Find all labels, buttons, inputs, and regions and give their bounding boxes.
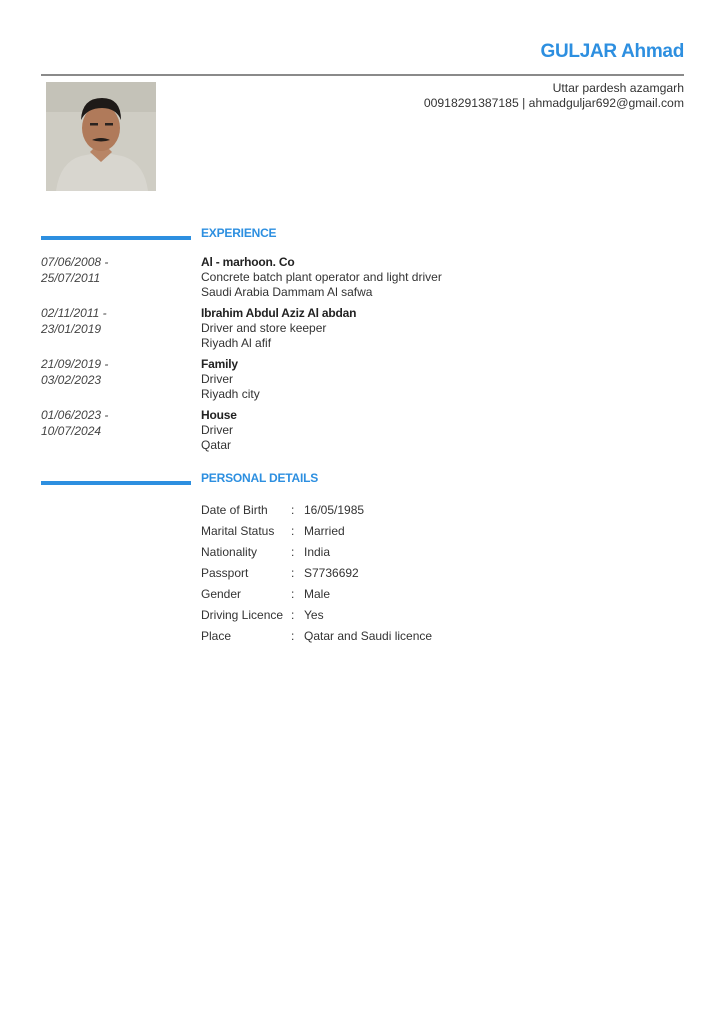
contact-info bbox=[424, 81, 684, 111]
detail-label: Nationality bbox=[201, 545, 258, 559]
detail-separator: : bbox=[291, 503, 295, 517]
company-name: Al - marhoon. Co bbox=[201, 255, 295, 269]
detail-value: Qatar and Saudi licence bbox=[304, 629, 433, 643]
detail-label: Driving Licence bbox=[201, 608, 284, 622]
date-to: 10/07/2024 bbox=[41, 423, 102, 438]
date-from: 02/11/2011 - bbox=[41, 306, 107, 320]
company-name: Family bbox=[201, 357, 238, 371]
experience-heading: EXPERIENCE bbox=[201, 226, 277, 240]
experience-dates bbox=[41, 255, 191, 286]
date-from: 21/09/2019 - bbox=[41, 357, 109, 371]
company-name: House bbox=[201, 408, 237, 422]
date-to: 23/01/2019 bbox=[41, 321, 102, 336]
detail-value: Yes bbox=[304, 608, 324, 622]
detail-separator: : bbox=[291, 524, 295, 538]
job-location: Riyadh Al afif bbox=[201, 335, 272, 350]
detail-separator: : bbox=[291, 545, 295, 559]
detail-label: Place bbox=[201, 629, 232, 643]
detail-separator: : bbox=[291, 629, 295, 643]
experience-dates bbox=[41, 306, 191, 337]
job-role: Driver and store keeper bbox=[201, 320, 327, 335]
phone-email-text: 00918291387185 | ahmadguljar692@gmail.com bbox=[423, 96, 684, 110]
date-from: 07/06/2008 - bbox=[41, 255, 109, 269]
detail-value: 16/05/1985 bbox=[304, 503, 365, 517]
personal-section-bar bbox=[41, 481, 191, 485]
detail-value: Married bbox=[304, 524, 345, 538]
experience-dates bbox=[41, 357, 191, 388]
detail-separator: : bbox=[291, 566, 295, 580]
job-location: Qatar bbox=[201, 437, 232, 452]
detail-value: S7736692 bbox=[304, 566, 359, 580]
date-to: 03/02/2023 bbox=[41, 372, 102, 387]
profile-photo-image bbox=[46, 82, 156, 191]
experience-details bbox=[201, 306, 641, 350]
experience-details bbox=[201, 357, 641, 401]
profile-photo bbox=[46, 82, 156, 191]
candidate-name: GULJAR Ahmad bbox=[540, 41, 684, 62]
header-divider bbox=[41, 74, 684, 76]
detail-label: Gender bbox=[201, 587, 242, 601]
job-location: Riyadh city bbox=[201, 386, 260, 401]
experience-dates bbox=[41, 408, 191, 439]
company-name: Ibrahim Abdul Aziz Al abdan bbox=[201, 306, 357, 320]
detail-label: Passport bbox=[201, 566, 249, 580]
detail-value: India bbox=[304, 545, 331, 559]
job-location: Saudi Arabia Dammam Al safwa bbox=[201, 284, 373, 299]
date-to: 25/07/2011 bbox=[41, 270, 101, 285]
experience-section-bar bbox=[41, 236, 191, 240]
date-from: 01/06/2023 - bbox=[41, 408, 109, 422]
detail-label: Date of Birth bbox=[201, 503, 268, 517]
detail-value: Male bbox=[304, 587, 331, 601]
job-role: Driver bbox=[201, 371, 233, 386]
job-role: Concrete batch plant operator and light driver bbox=[201, 269, 442, 284]
experience-details bbox=[201, 255, 641, 299]
detail-separator: : bbox=[291, 587, 295, 601]
detail-label: Marital Status bbox=[201, 524, 275, 538]
job-role: Driver bbox=[201, 422, 233, 437]
detail-separator: : bbox=[291, 608, 295, 622]
experience-details bbox=[201, 408, 641, 452]
address-text: Uttar pardesh azamgarh bbox=[552, 81, 684, 95]
personal-details-heading: PERSONAL DETAILS bbox=[201, 471, 319, 485]
